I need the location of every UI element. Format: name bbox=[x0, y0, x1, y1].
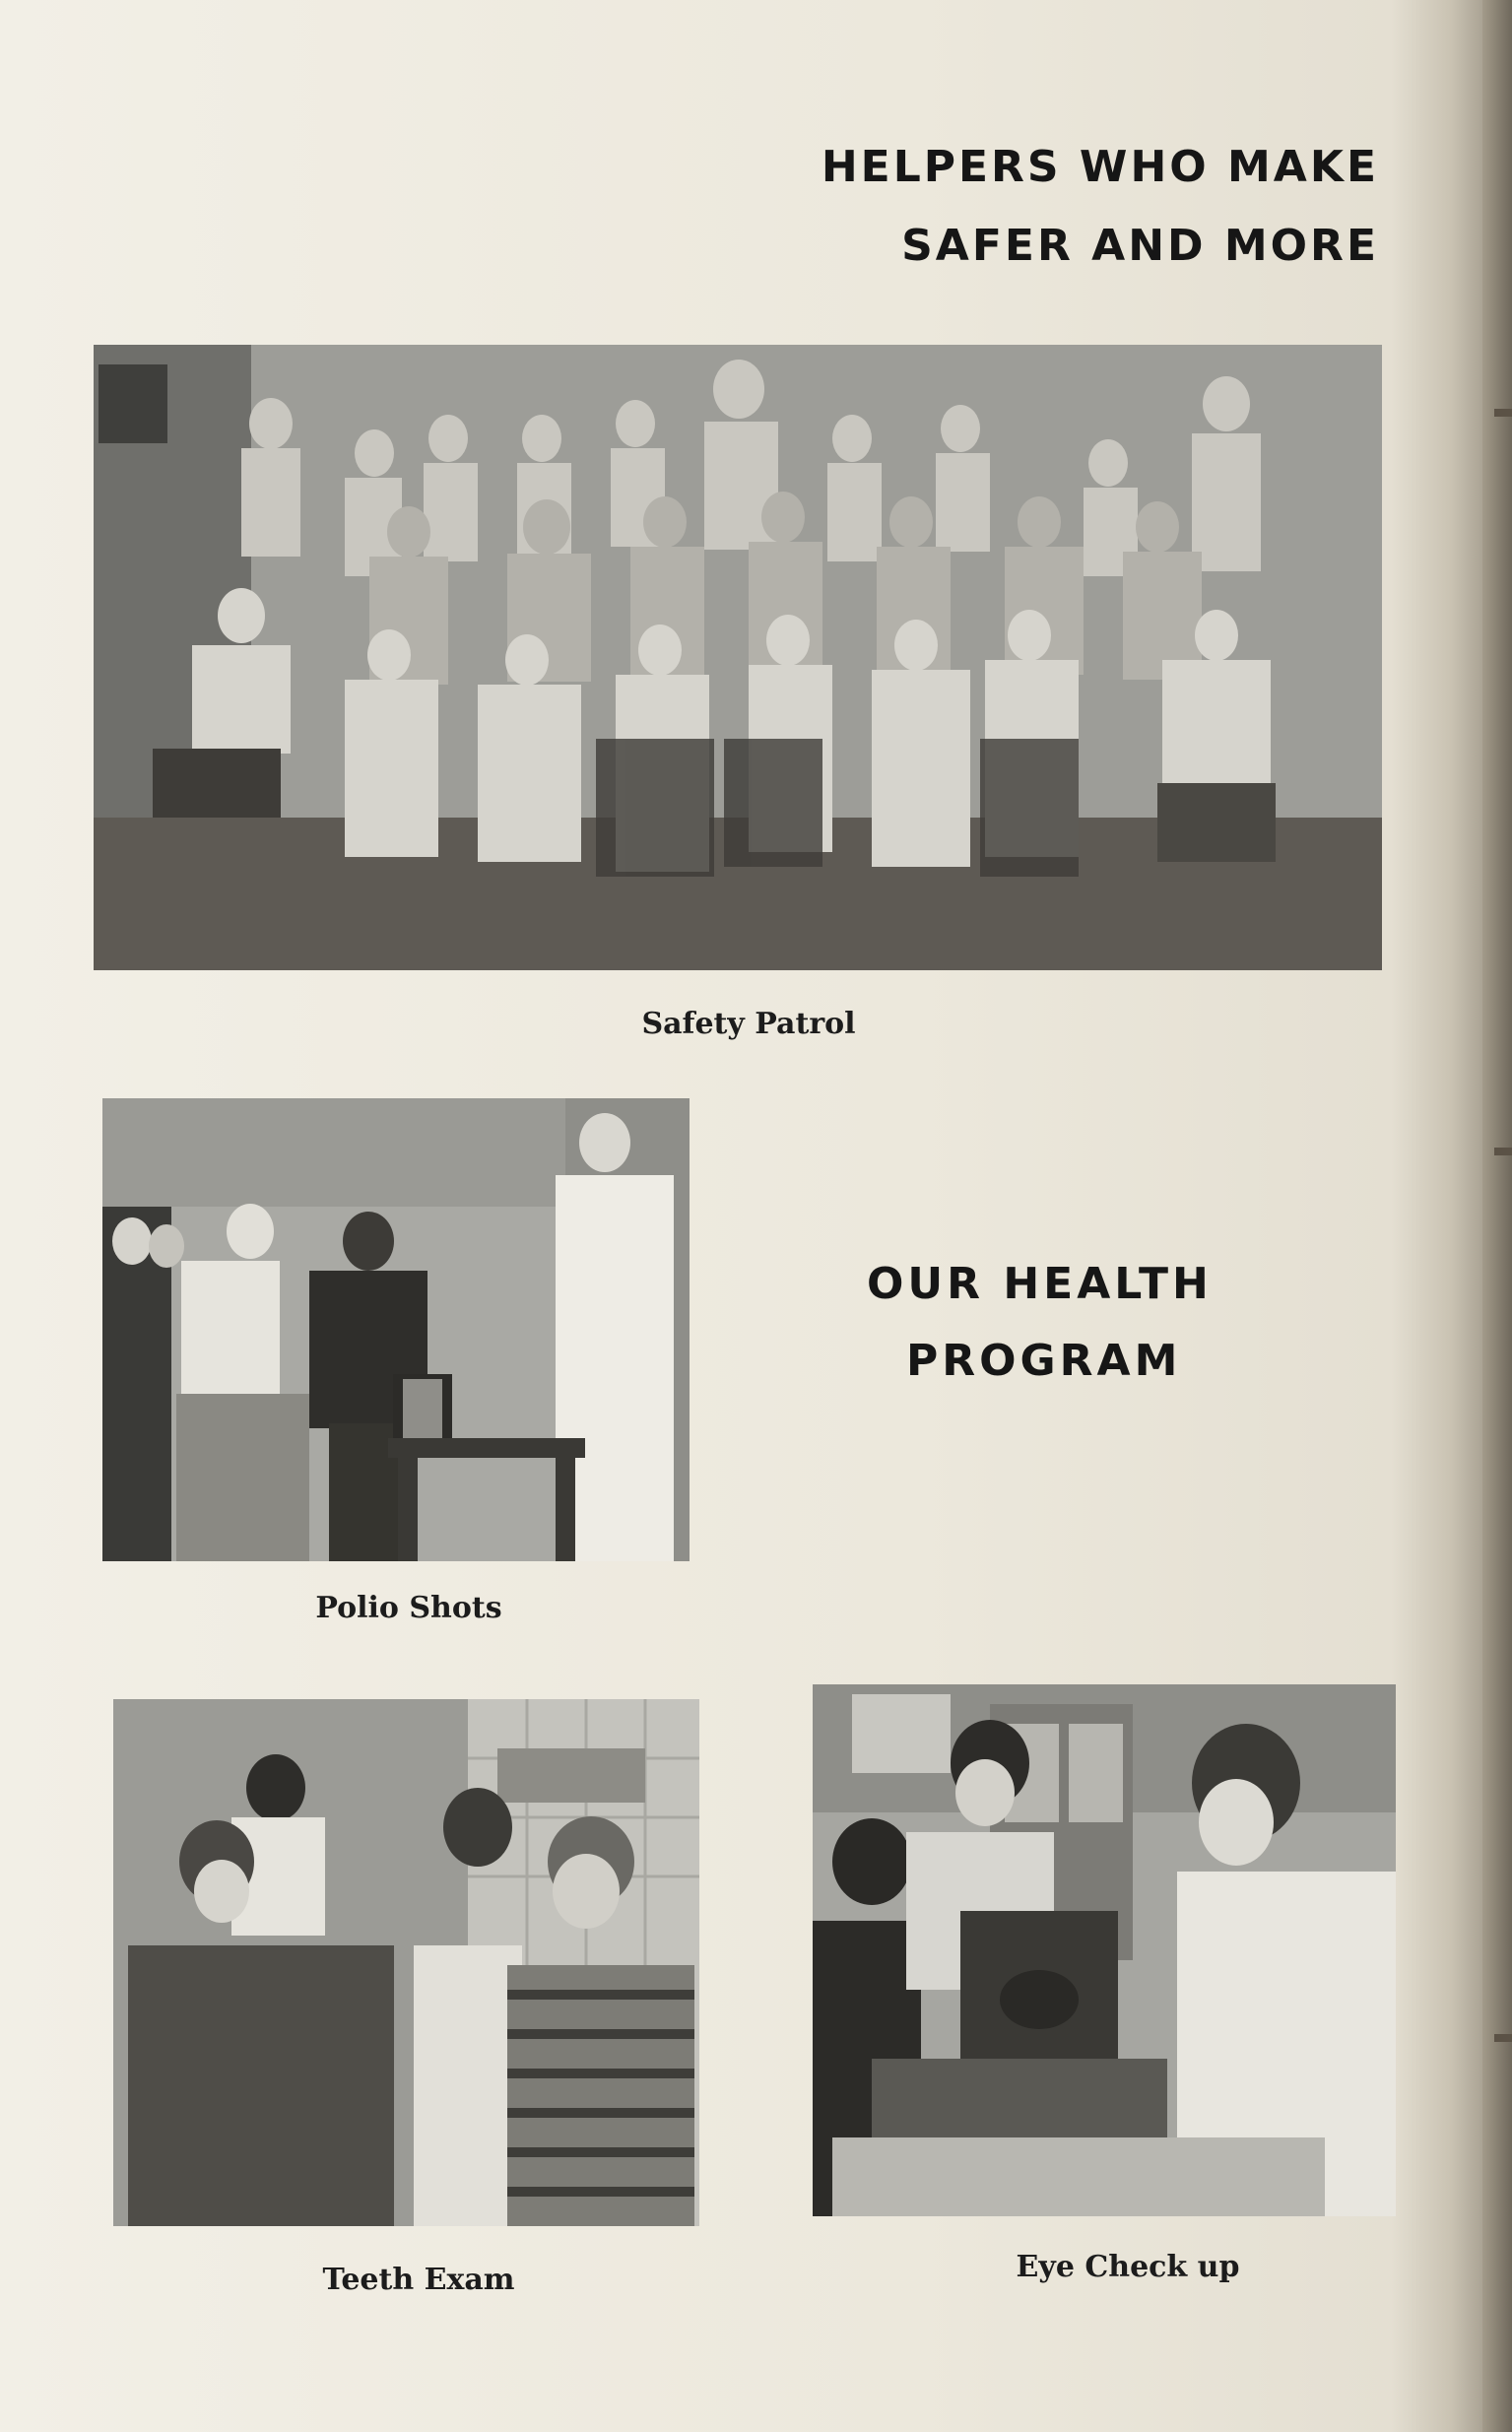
health-title-line-2: PROGRAM bbox=[906, 1336, 1182, 1386]
teeth-exam-photo bbox=[113, 1699, 699, 2226]
safety-patrol-caption: Safety Patrol bbox=[641, 1007, 856, 1041]
page-heading bbox=[822, 128, 1379, 286]
teeth-exam-caption: Teeth Exam bbox=[322, 2263, 515, 2297]
heading-line-1: HELPERS WHO MAKE bbox=[821, 142, 1379, 192]
health-program-title bbox=[867, 1246, 1213, 1400]
health-title-line-1: OUR HEALTH bbox=[867, 1259, 1213, 1309]
polio-shots-caption: Polio Shots bbox=[315, 1591, 502, 1625]
binding-staple bbox=[1494, 409, 1512, 417]
eye-check-up-caption: Eye Check up bbox=[1016, 2250, 1240, 2284]
heading-line-2: SAFER AND MORE bbox=[901, 221, 1379, 271]
binding-staple bbox=[1494, 2034, 1512, 2042]
eye-check-up-photo bbox=[813, 1684, 1396, 2216]
safety-patrol-photo bbox=[94, 345, 1382, 970]
binding-staple bbox=[1494, 1148, 1512, 1155]
polio-shots-photo bbox=[102, 1098, 690, 1561]
page-binding bbox=[1482, 0, 1512, 2432]
